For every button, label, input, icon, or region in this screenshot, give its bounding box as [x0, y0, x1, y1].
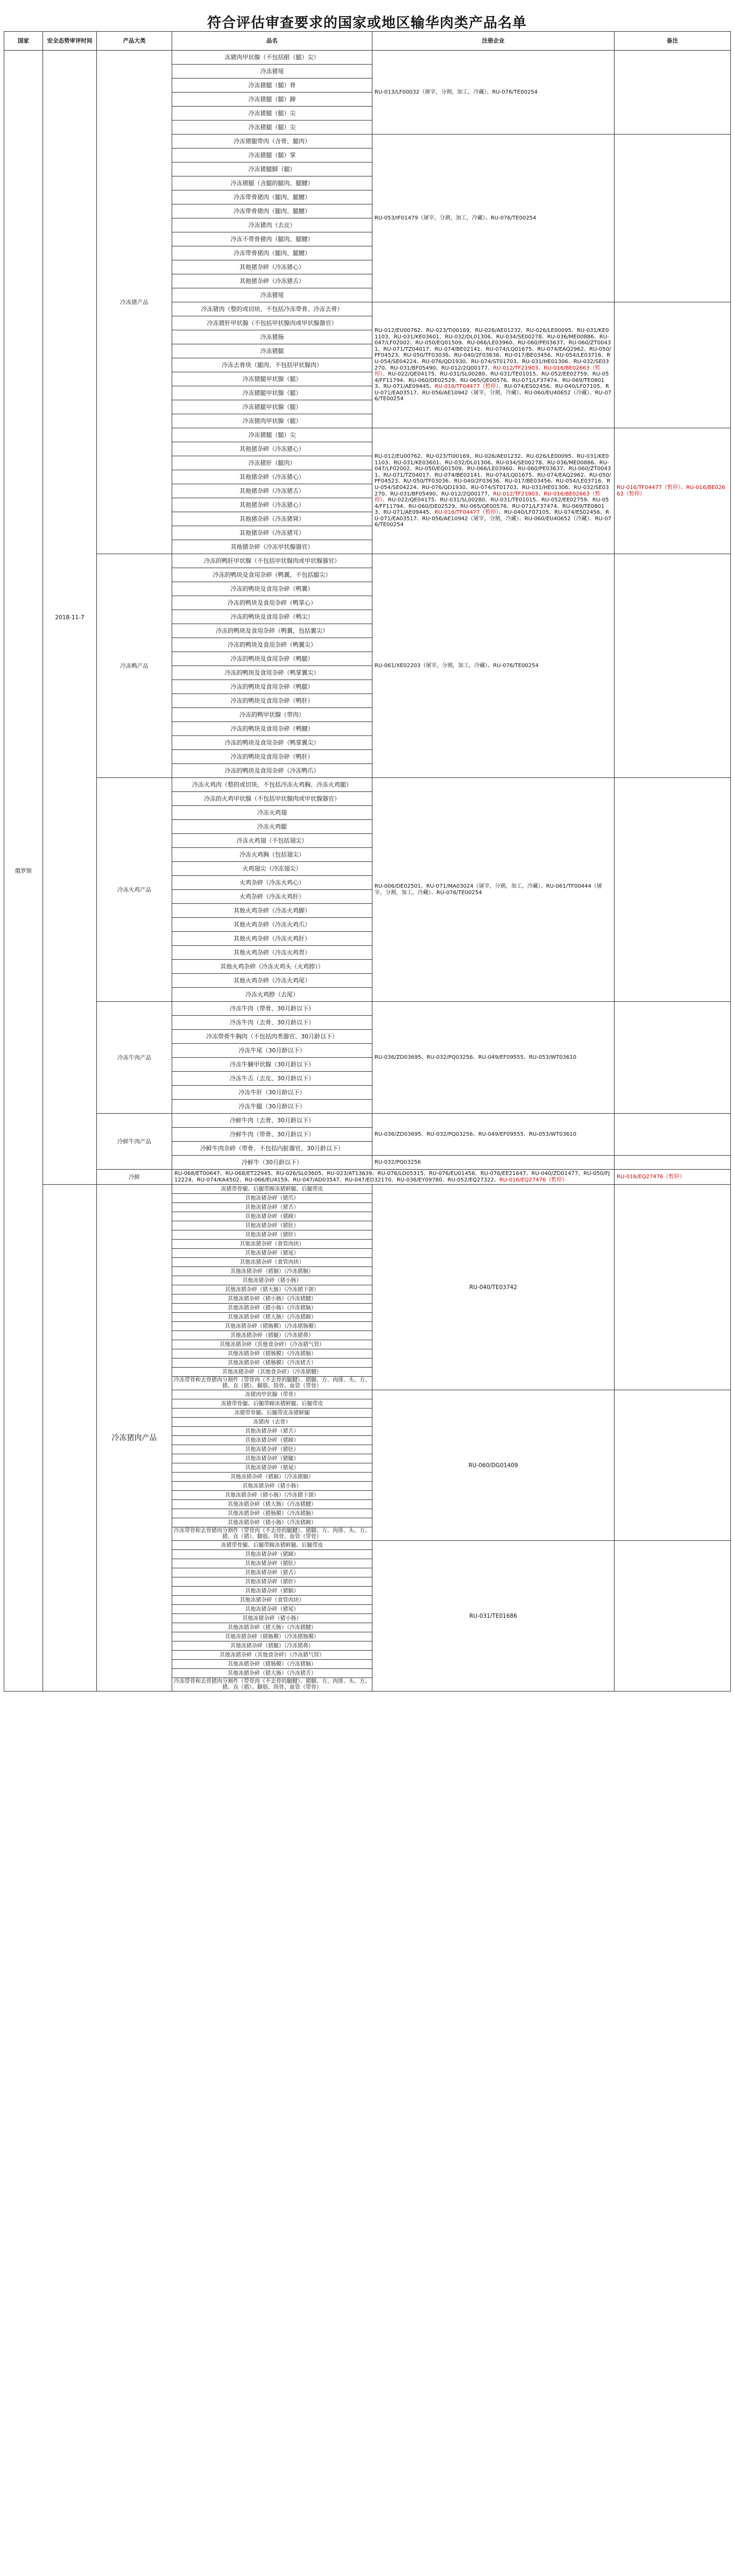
header-category: 产品大类	[97, 32, 172, 51]
product-name-cell: 其他冻猪杂碎（猪膈）（冷冻猪膈）	[172, 1473, 372, 1482]
product-name-cell: 冷冻的鸭块及食用杂碎（鸭肝）	[172, 750, 372, 764]
enterprise-text: RU-012/EU00762、RU-023/Ti00169、RU-026/AE01232、RU-026/LE00095、RU-031/KE01103、RU-031/KE03601、RU-032/DL01306、RU-034/SE00278、RU-036/ME00886、RU-047/LF02002、RU-050/EQ01509、RU-066/LE03960、RU-060/PE03637、RU-060/ZT00431、RU-071/TZ04017、RU-074/BE02141、RU-074/LQ01675、RU-074/EAQ2962、RU-050/PF04523、RU-050/TF03036、RU-040/2F03636、RU-017/BE03456、RU-054/LE03716、RU-054/SE04224、RU-076/QD1930、RU-074/ST01703、RU-031/HE01306、RU-032/SE03270、RU-031/BF05490、RU-012/2Q00177、	[375, 453, 611, 497]
product-name-cell: 冷冻猪尾	[172, 288, 372, 302]
header-country: 国家	[4, 32, 43, 51]
product-name-cell: 其他冻猪杂碎（猪爪）	[172, 1194, 372, 1203]
product-name-cell: 冷冻猪腿甲状腺（腿）	[172, 386, 372, 400]
product-name-cell: 冷冻牛尾（30月龄以下）	[172, 1044, 372, 1058]
product-name-cell: 其他冻猪杂碎（食管肉块）	[172, 1596, 372, 1605]
product-name-cell: 冷冻带骨猪肉（腿肉、腿腱）	[172, 190, 372, 204]
remark-cell	[615, 1114, 731, 1156]
product-name-cell: 火鸡翅尖（冷冻翅尖）	[172, 862, 372, 876]
product-name-cell: 其他冻猪杂碎（猪尾）	[172, 1463, 372, 1473]
category-cell: 冷鲜	[97, 1170, 172, 1185]
header-product-name: 品名	[172, 32, 372, 51]
product-name-cell: 其他冻猪杂碎（猪肝）	[172, 1230, 372, 1240]
product-name-cell: 其他冻猪杂碎（其他食杂碎）（冷冻猪腱）	[172, 1368, 372, 1377]
product-name-cell: 其他火鸡杂碎（冷冻火鸡头（火鸡脖））	[172, 960, 372, 974]
product-name-cell: 其他冻猪杂碎（猪小肠）（冷冻猪蹄）	[172, 1518, 372, 1527]
product-name-cell: 冷冻牛肉（去骨、30月龄以下）	[172, 1016, 372, 1030]
product-name-cell: 其他猪杂碎（冷冻猪舌）	[172, 484, 372, 498]
table-row	[4, 1114, 731, 1128]
product-name-cell: 冷冻牛舌（去皮、30月龄以下）	[172, 1072, 372, 1086]
product-name-cell: 其他火鸡杂碎（冷冻火鸡脚）	[172, 904, 372, 918]
product-name-cell: 冷鲜牛肉（带骨、30月龄以下）	[172, 1128, 372, 1142]
product-name-cell: 冷冻猪腿脚（腿）	[172, 162, 372, 176]
table-header-row	[4, 32, 731, 51]
enterprise-cell: RU-006/DE02501、RU-071/MA03024（屠宰，分割，加工，冷藏）、RU-061/TF00444（屠宰，分割，加工，冷藏）、RU-076/TE00254	[372, 778, 615, 1002]
product-name-cell: 冷冻的鸭肝甲状腺（不包括甲状腺肉或甲状腺器官）	[172, 554, 372, 568]
enterprise-text: RU-016/TF04477（暂停）、	[434, 384, 504, 390]
product-name-cell: 其他冻猪杂碎（猪大肠）（冷冻猪腱）	[172, 1500, 372, 1509]
product-name-cell: 冷冻的鸭块及食用杂碎（鸭翼尖）	[172, 638, 372, 652]
product-name-cell: 冷冻的鸭甲状腺（带肉）	[172, 708, 372, 722]
product-name-cell: 冷冻的鸭块及食用杂碎（鸭尖）	[172, 610, 372, 624]
page-title: 符合评估审查要求的国家或地区输华肉类产品名单	[207, 15, 527, 31]
enterprise-text: RU-016/TF04477（暂停）、	[434, 509, 504, 516]
header-enterprise: 注册企业	[372, 32, 615, 51]
enterprise-cell: RU-031/TE01686	[372, 1541, 615, 1692]
product-name-cell: 其他冻猪杂碎（猪大肠）（冷冻猪腱）	[172, 1623, 372, 1632]
product-name-cell: 冷冻猪肝（腿肉）	[172, 456, 372, 470]
country-cell: 俄罗斯	[4, 51, 43, 1692]
product-name-cell: 冷冻猪腿（腿）掌	[172, 148, 372, 162]
product-name-cell: 冷冻的鸭块及食用杂碎（鸭掌翼尖）	[172, 736, 372, 750]
product-name-cell: 冷冻的鸭块及食用杂碎（冷冻鸭爪）	[172, 764, 372, 778]
header-remark: 备注	[615, 32, 731, 51]
product-name-cell: 冷冻猪腿甲状腺（腿）	[172, 400, 372, 414]
enterprise-text: RU-068/ET00647、RU-068/ET22945、RU-026/SL03605、RU-023/AT13639、RU-076/LD05315、RU-076/EU01456、RU-076/EE21647、RU-040/ZD01477、RU-050/FJ12224、RU-074/KA4502、RU-066/EU4159、RU-047/AD03547、RU-047/ED32170、RU-036/EY09780、RU-052/EQ27322、	[174, 1171, 610, 1183]
product-name-cell: 其他冻猪杂碎（食管肉块）	[172, 1240, 372, 1249]
product-name-cell: 冷冻牛肝（30月龄以下）	[172, 1086, 372, 1100]
product-name-cell: 其他冻猪杂碎（猪肚）	[172, 1221, 372, 1230]
product-name-cell: 其他火鸡杂碎（冷冻火鸡胃）	[172, 946, 372, 960]
product-name-cell: 冷冻火鸡翅	[172, 806, 372, 820]
product-name-cell: 冷冻带骨猪肉（腿肉、腿腱）	[172, 204, 372, 218]
enterprise-cell: RU-040/TE03742	[372, 1185, 615, 1390]
product-name-cell: 其他冻猪杂碎（猪小肠）	[172, 1482, 372, 1491]
product-name-cell: 冷冻猪腿（腿）尖	[172, 107, 372, 121]
product-name-cell: 冷冻猪腿	[172, 344, 372, 358]
product-name-cell: 其他冻猪杂碎（猪小肠）（冷冻猪脑）	[172, 1304, 372, 1313]
product-name-cell: 其他冻猪杂碎（猪大肠）（冷冻猪舌）	[172, 1669, 372, 1678]
product-name-cell: 其他猪杂碎（冷冻甲状腺器官）	[172, 540, 372, 554]
category-cell: 冷冻猪产品	[97, 51, 172, 554]
product-name-cell: 冷冻的火鸡甲状腺（不包括甲状腺肉或甲状腺器官）	[172, 792, 372, 806]
category-cell: 冷鲜牛肉产品	[97, 1114, 172, 1170]
product-name-cell: 其他猪杂碎（冷冻猪心）	[172, 470, 372, 484]
product-name-cell: 冷冻火鸡脖（去尾）	[172, 988, 372, 1002]
product-name-cell: 冷鲜牛肉（去骨、30月龄以下）	[172, 1114, 372, 1128]
review-date-cell: 2018-11-7	[43, 51, 97, 1185]
product-name-cell: 冷冻的鸭块及食用杂碎（鸭掌翼尖）	[172, 666, 372, 680]
product-name-cell: 冷冻猪肉（整的或切块、不包括冷冻带骨、冷冻去骨）	[172, 302, 372, 316]
table-row	[4, 1002, 731, 1016]
enterprise-cell	[372, 135, 615, 302]
enterprise-text: RU-016/EQ27476（暂停）	[499, 1177, 568, 1183]
product-name-cell: 其他冻猪杂碎（猪肠膜）（冷冻猪脑）	[172, 1349, 372, 1358]
remark-cell	[615, 1185, 731, 1390]
product-name-cell: 其他猪杂碎（冷冻猪心）	[172, 442, 372, 456]
product-name-cell: 冻猪肉甲状腺（不包括眼（腿）尖）	[172, 51, 372, 65]
product-name-cell: 冷冻不带骨猪肉（腿肉、腿腱）	[172, 232, 372, 246]
product-name-cell: 冷冻牛腩甲状腺（30月龄以下）	[172, 1058, 372, 1072]
product-name-cell: 其他冻猪杂碎（猪膈）（冷冻猪膈）	[172, 1267, 372, 1276]
product-name-cell: 其他冻猪杂碎（食管肉块）	[172, 1258, 372, 1267]
enterprise-cell: RU-061/XE02203（屠宰，分割，加工，冷藏）、RU-076/TE00254	[372, 554, 615, 778]
enterprise-text: RU-040/LF07105、RU-074/ES02456、RU-071/EA03517、RU-056/AE10942（屠宰，分割，冷藏）、RU-060/EU40652（冷藏）、RU-076/TE00254	[375, 509, 612, 528]
product-name-cell: 冷冻的鸭块及食用杂碎（鸭掌心）	[172, 596, 372, 610]
enterprise-text: RU-012/TF21903、RU-016/BE02663（暂停）、	[375, 365, 601, 378]
product-name-cell: 其他冻猪杂碎（猪肠膜）（冷冻猪肠膜）	[172, 1632, 372, 1641]
product-name-cell: 冷冻火鸡肉（整的或切块、不包括冷冻火鸡胸、冷冻火鸡腿）	[172, 778, 372, 792]
table-row	[4, 1170, 731, 1185]
product-name-cell: 冷冻猪腿甲状腺（腿）	[172, 372, 372, 386]
product-name-cell: 冷冻火鸡胸（包括翅尖）	[172, 848, 372, 862]
product-name-cell: 其他冻猪杂碎（猪尾）	[172, 1249, 372, 1258]
product-name-cell: 其他火鸡杂碎（冷冻火鸡尾）	[172, 974, 372, 988]
product-name-cell: 其他猪杂碎（冷冻猪肾）	[172, 512, 372, 526]
product-name-cell: 其他冻猪杂碎（猪舌）	[172, 1568, 372, 1577]
enterprise-cell: RU-036/ZD03695、RU-032/PQ03256、RU-049/EF09555、RU-053/WT03610	[372, 1002, 615, 1114]
category-cell: 冷冻猪肉产品	[97, 1185, 172, 1692]
product-name-cell: 冷冻的鸭块及食用杂碎（鸭腱）	[172, 722, 372, 736]
remark-cell	[615, 1156, 731, 1170]
product-name-cell: 冷冻火鸡腿	[172, 820, 372, 834]
enterprise-text: RU-022/QE04175、RU-031/SL00280、RU-031/TE01015、RU-052/EE02759、RU-054/FF11794、RU-060/DE02529、RU-065/QE00576、RU-071/LF37474、RU-069/TE08013、RU-071/AE09445、	[375, 371, 609, 390]
category-cell: 冷冻火鸡产品	[97, 778, 172, 1002]
product-name-cell: 冻猪带骨腿、后腿带皮冻猪鲜腿	[172, 1409, 372, 1418]
product-name-cell: 其他冻猪杂碎（猪尾）	[172, 1605, 372, 1614]
product-name-cell: 冻猪肉（去骨）	[172, 1418, 372, 1427]
product-name-cell: 冷冻猪腿（含腿的腿肉、腿腱）	[172, 176, 372, 190]
product-name-cell: 冷冻猪腿（腿）尖	[172, 428, 372, 442]
product-name-cell: 其他冻猪杂碎（猪肠膜）（冷冻猪脑）	[172, 1660, 372, 1669]
product-name-cell: 其他冻猪杂碎（猪小肠）（冷冻猪腱）	[172, 1294, 372, 1304]
product-name-cell: 冷冻带骨和去骨猪肉分割件（带骨肉（不去骨的腿腱）、猪脚、方、肉排、头、方、猪、直（猪）、脚筋、筒骨、血管（带骨）	[172, 1377, 372, 1390]
product-name-cell: 冷冻猪肉甲状腺（腿）	[172, 414, 372, 428]
product-name-cell: 其他冻猪杂碎（猪大肠）（冷冻猪下颌）	[172, 1285, 372, 1294]
enterprise-cell: RU-036/ZD03695、RU-032/PQ03256、RU-049/EF09555、RU-053/WT03610	[372, 1114, 615, 1156]
product-name-cell: 其他冻猪杂碎（猪舌）	[172, 1427, 372, 1436]
product-name-cell: 其他冻猪杂碎（其他食杂碎）（冷冻猪气管）	[172, 1340, 372, 1349]
product-name-cell: 其他冻猪杂碎（猪腿）（冷冻猪鼻）	[172, 1331, 372, 1340]
product-name-cell: 其他冻猪杂碎（猪小肠）	[172, 1614, 372, 1623]
remark-cell	[615, 1002, 731, 1114]
product-name-cell: 其他冻猪杂碎（猪舌）	[172, 1203, 372, 1212]
review-date-cell	[43, 1185, 97, 1692]
enterprise-text: RU-012/EU00762、RU-023/Ti00169、RU-026/AE01232、RU-026/LE00095、RU-031/KE01103、RU-031/KE03601、RU-032/DL01306、RU-034/SE00278、RU-036/ME00886、RU-047/LF02002、RU-050/EQ01509、RU-066/LE03960、RU-060/PE03637、RU-060/ZT00431、RU-071/TZ04017、RU-074/BE02141、RU-074/LQ01675、RU-074/EAQ2962、RU-050/PF04523、RU-050/TF03036、RU-040/2F03636、RU-017/BE03456、RU-054/LE03716、RU-054/SE04224、RU-076/QD1930、RU-074/ST01703、RU-031/HE01306、RU-032/SE03270、RU-031/BF05490、RU-012/2Q00177、	[375, 327, 611, 371]
product-name-cell: 冷鲜牛肉杂碎（带骨、不包括内脏器官、30月龄以下）	[172, 1142, 372, 1156]
product-name-cell: 冷冻牛腿（30月龄以下）	[172, 1100, 372, 1114]
product-name-cell: 冷冻的鸭块及食用杂碎（鸭翼）	[172, 582, 372, 596]
product-name-cell: 冷冻带骨猪肉（腿肉、腿腱）	[172, 246, 372, 260]
product-name-cell: 冷冻猪肝甲状腺（不包括甲状腺肉或甲状腺器官）	[172, 316, 372, 330]
product-name-cell: 其他猪杂碎（冷冻猪耳）	[172, 526, 372, 540]
remark-cell	[615, 778, 731, 1002]
product-name-cell: 冷冻的鸭块及食用杂碎（鸭腿）	[172, 680, 372, 694]
product-name-cell: 冷冻猪腿（腿）蹄	[172, 93, 372, 107]
product-name-cell: 冷冻的鸭块及食用杂碎（鸭腿）	[172, 652, 372, 666]
product-name-cell: 冷冻的鸭块及食用杂碎（鸭翼，不包括腿尖）	[172, 568, 372, 582]
remark-cell	[615, 1390, 731, 1541]
enterprise-cell	[172, 1170, 615, 1185]
product-name-cell: 其他冻猪杂碎（猪蹄）	[172, 1550, 372, 1559]
product-name-cell: 冷冻猪尾	[172, 65, 372, 79]
product-name-cell: 其他冻猪杂碎（其他食杂碎）（冷冻猪气管）	[172, 1651, 372, 1660]
enterprise-text: RU-013/LF00032（屠宰，分割，加工，冷藏）、RU-076/TE00254	[375, 89, 538, 95]
table-row	[4, 778, 731, 792]
product-name-cell: 其他冻猪杂碎（猪肠膜）（冷冻猪肠膜）	[172, 1322, 372, 1331]
product-name-cell: 冷冻猪肉（去皮）	[172, 218, 372, 232]
product-name-cell: 其他猪杂碎（冷冻猪舌）	[172, 274, 372, 288]
product-name-cell: 冷冻带骨和去骨猪肉分割件（带骨肉（不去骨的腿腱）、猪脚、方、肉排、头、方、猪、直（猪）、脚筋、筒骨、血管（带骨）	[172, 1527, 372, 1541]
product-name-cell: 其他冻猪杂碎（猪肝）	[172, 1577, 372, 1587]
product-name-cell: 其他冻猪杂碎（猪大肠）（冷冻猪蹄）	[172, 1313, 372, 1322]
table-row	[4, 51, 731, 65]
remark-cell	[615, 135, 731, 302]
product-name-cell: 其他冻猪杂碎（猪肚）	[172, 1559, 372, 1568]
enterprise-cell: RU-060/DG01409	[372, 1390, 615, 1541]
product-name-cell: 冷冻猪腿带肉（含骨、腿肉）	[172, 135, 372, 148]
remark-cell	[615, 302, 731, 428]
product-name-cell: 冷冻的鸭块及食用杂碎（鸭翼，包括翼尖）	[172, 624, 372, 638]
header-review-date: 安全态势审评时间	[43, 32, 97, 51]
product-name-cell: 冷冻的鸭块及食用杂碎（鸭肝）	[172, 694, 372, 708]
product-name-cell: 冷冻猪腿（腿）骨	[172, 79, 372, 93]
enterprise-text: RU-022/QE04175、RU-031/SL00280、RU-031/TE01015、RU-052/EE02759、RU-054/FF11794、RU-060/DE02529、RU-065/QE00576、RU-071/LF37474、RU-069/TE08013、RU-071/AE09445、	[375, 497, 609, 516]
product-name-cell: 冷冻带骨和去骨猪肉分割件（带骨肉（不去骨的腿腱）、猪脚、方、肉排、头、方、猪、直（猪）、脚筋、筒骨、血管（带骨）	[172, 1678, 372, 1692]
table-row	[4, 1185, 731, 1194]
product-name-cell: 其他冻猪杂碎（猪小肠）（冷冻猪下颌）	[172, 1491, 372, 1500]
product-name-cell: 其他猪杂碎（冷冻猪心）	[172, 498, 372, 512]
product-name-cell: 冷冻猪腿（腿）尖	[172, 121, 372, 135]
product-name-cell: 冻猪带骨腿、后腿带蹄冻猪鲜腿、后腿带皮	[172, 1399, 372, 1409]
product-name-cell: 冻猪带骨腿、后腿带蹄冻猪鲜腿、后腿带皮	[172, 1185, 372, 1194]
product-list-table	[4, 31, 731, 1692]
category-cell: 冷冻鸭产品	[97, 554, 172, 778]
product-name-cell: 冷冻猪肠	[172, 330, 372, 344]
product-name-cell: 其他冻猪杂碎（猪小肠）	[172, 1276, 372, 1285]
product-name-cell: 其他冻猪杂碎（猪肠膜）（冷冻猪脑）	[172, 1509, 372, 1518]
product-name-cell: 冻猪肉甲状腺（带骨）	[172, 1390, 372, 1399]
table-row	[4, 554, 731, 568]
product-name-cell: 其他冻猪杂碎（猪腿）	[172, 1454, 372, 1463]
product-name-cell: 冷冻带骨牛胸肉（不包括肉类器官、30月龄以下）	[172, 1030, 372, 1044]
product-name-cell: 其他火鸡杂碎（冷冻火鸡爪）	[172, 918, 372, 932]
product-name-cell: 其他冻猪杂碎（猪肚）	[172, 1445, 372, 1454]
product-name-cell: 火鸡杂碎（冷冻火鸡肝）	[172, 890, 372, 904]
enterprise-cell	[372, 428, 615, 554]
product-name-cell: 其他冻猪杂碎（猪腿）（冷冻猪鼻）	[172, 1641, 372, 1651]
product-name-cell: 其他冻猪杂碎（猪膈）	[172, 1587, 372, 1596]
product-name-cell: 其他火鸡杂碎（冷冻火鸡肝）	[172, 932, 372, 946]
product-name-cell: 火鸡杂碎（冷冻火鸡心）	[172, 876, 372, 890]
enterprise-text: RU-074/ES02456、RU-040/LF07105、RU-071/EA03517、RU-056/AE10942（屠宰，分割，冷藏）、RU-060/EU40652（冷藏）、RU-076/TE00254	[375, 384, 612, 402]
product-name-cell: 其他猪杂碎（冷冻猪心）	[172, 260, 372, 274]
enterprise-cell	[372, 51, 615, 135]
product-name-cell: 冷冻去骨块（腿肉、不包括甲状腺肉）	[172, 358, 372, 372]
remark-cell	[615, 1541, 731, 1692]
product-name-cell: 其他冻猪杂碎（猪蹄）	[172, 1212, 372, 1221]
product-name-cell: 其他冻猪杂碎（猪蹄）	[172, 1436, 372, 1445]
category-cell: 冷冻牛肉产品	[97, 1002, 172, 1114]
remark-cell: RU-016/EQ27476（暂停）	[615, 1170, 731, 1185]
product-name-cell: 其他冻猪杂碎（猪肠膜）（冷冻猪舌）	[172, 1358, 372, 1368]
remark-cell	[615, 51, 731, 135]
product-name-cell: 冷冻火鸡翅（不包括翅尖）	[172, 834, 372, 848]
enterprise-text: RU-012/TF21903、RU-016/BE02663（暂停）、	[375, 491, 601, 504]
enterprise-cell: RU-032/PQ03256	[372, 1156, 615, 1170]
remark-cell	[615, 554, 731, 778]
product-name-cell: 冻猪带骨腿、后腿带蹄冻猪鲜腿、后腿带皮	[172, 1541, 372, 1550]
product-name-cell: 冷鲜牛（30月龄以下）	[172, 1156, 372, 1170]
enterprise-cell	[372, 302, 615, 428]
enterprise-text: RU-053/IF01479（屠宰，分割，加工，冷藏）、RU-076/TE00254	[375, 215, 537, 221]
product-name-cell: 冷冻牛肉（带骨、30月龄以下）	[172, 1002, 372, 1016]
remark-cell: RU-016/TF04477（暂停）、RU-016/BE02663（暂停）	[615, 428, 731, 554]
